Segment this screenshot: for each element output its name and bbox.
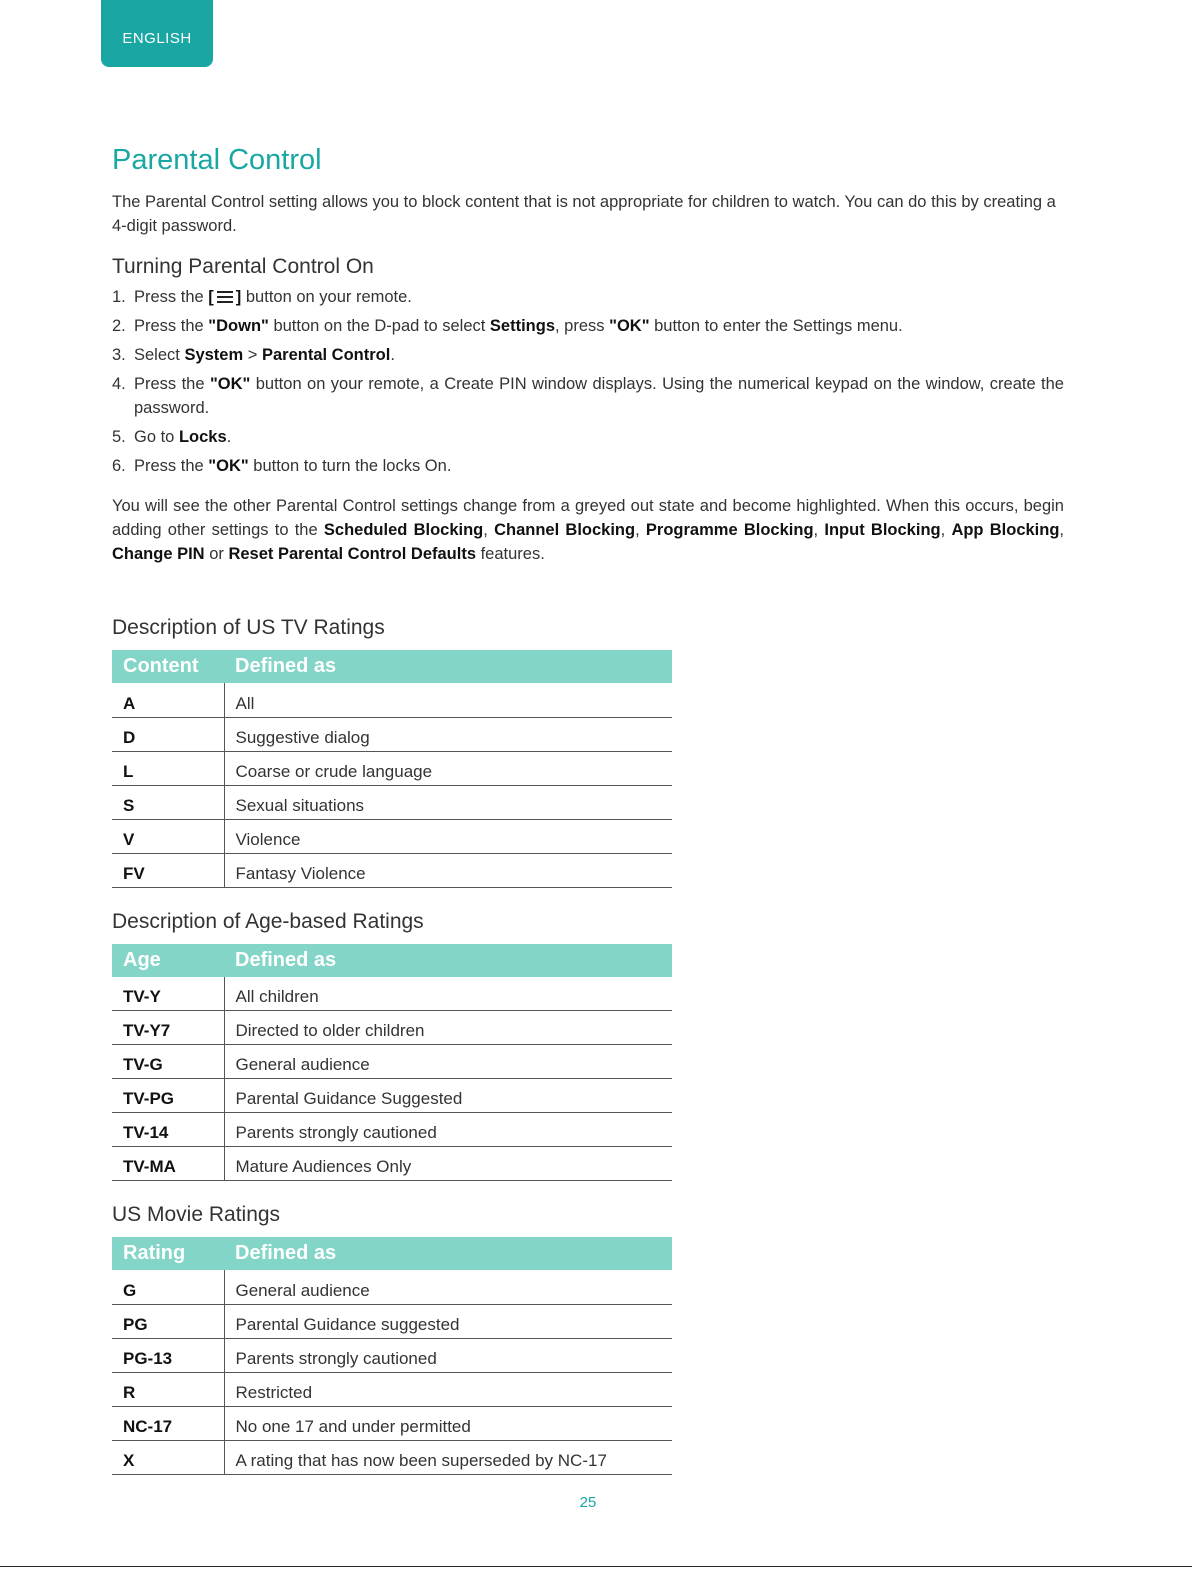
rating-code: PG bbox=[112, 1304, 224, 1338]
rating-definition: No one 17 and under permitted bbox=[224, 1406, 672, 1440]
language-tab: ENGLISH bbox=[101, 0, 213, 67]
table-header-row bbox=[112, 1237, 672, 1270]
turning-on-heading: Turning Parental Control On bbox=[112, 255, 374, 278]
table-row bbox=[112, 1406, 672, 1440]
step-number: 3. bbox=[112, 346, 126, 364]
rating-code: TV-Y7 bbox=[112, 1011, 224, 1045]
step-number: 1. bbox=[112, 288, 126, 306]
intro-paragraph: The Parental Control setting allows you to block content that is not appropriate for children to watch. You can do this by creating a 4-digit password. bbox=[112, 193, 1056, 235]
rating-definition: Restricted bbox=[224, 1372, 672, 1406]
bottom-divider bbox=[0, 1566, 1192, 1567]
rating-code: PG-13 bbox=[112, 1338, 224, 1372]
menu-icon bbox=[217, 291, 233, 303]
column-header: Age bbox=[112, 944, 224, 977]
table-row bbox=[112, 1304, 672, 1338]
step-2: 2. Press the "Down" button on the D-pad to select Settings, press "OK" button to enter the Settings menu. bbox=[112, 314, 1064, 338]
rating-code: TV-14 bbox=[112, 1113, 224, 1147]
table-row bbox=[112, 1440, 672, 1474]
us-tv-ratings-heading: Description of US TV Ratings bbox=[112, 616, 385, 639]
rating-code: S bbox=[112, 785, 224, 819]
table-row bbox=[112, 1147, 672, 1181]
column-header: Defined as bbox=[224, 1237, 672, 1270]
column-header: Defined as bbox=[224, 944, 672, 977]
step-4: 4. Press the "OK" button on your remote, a Create PIN window displays. Using the numerical keypad on the window, create the password. bbox=[112, 372, 1064, 420]
step-number: 5. bbox=[112, 428, 126, 446]
rating-definition: Fantasy Violence bbox=[224, 853, 672, 887]
rating-definition: All children bbox=[224, 977, 672, 1011]
rating-definition: Parents strongly cautioned bbox=[224, 1338, 672, 1372]
rating-definition: Directed to older children bbox=[224, 1011, 672, 1045]
rating-definition: A rating that has now been superseded by NC-17 bbox=[224, 1440, 672, 1474]
page-title: Parental Control bbox=[112, 144, 322, 176]
table-row bbox=[112, 853, 672, 887]
rating-code: G bbox=[112, 1270, 224, 1304]
rating-definition: Parental Guidance Suggested bbox=[224, 1079, 672, 1113]
table-row bbox=[112, 1372, 672, 1406]
steps-list bbox=[112, 285, 1064, 478]
table-header-row bbox=[112, 650, 672, 683]
rating-code: TV-Y bbox=[112, 977, 224, 1011]
table-row bbox=[112, 977, 672, 1011]
rating-definition: General audience bbox=[224, 1270, 672, 1304]
table-row bbox=[112, 1338, 672, 1372]
us-movie-ratings-heading: US Movie Ratings bbox=[112, 1203, 281, 1226]
rating-code: TV-MA bbox=[112, 1147, 224, 1181]
rating-definition: Sexual situations bbox=[224, 785, 672, 819]
rating-definition: Suggestive dialog bbox=[224, 717, 672, 751]
table-row bbox=[112, 683, 672, 717]
rating-definition: Mature Audiences Only bbox=[224, 1147, 672, 1181]
rating-code: NC-17 bbox=[112, 1406, 224, 1440]
rating-definition: Coarse or crude language bbox=[224, 751, 672, 785]
rating-definition: Parents strongly cautioned bbox=[224, 1113, 672, 1147]
rating-code: D bbox=[112, 717, 224, 751]
table-row bbox=[112, 751, 672, 785]
rating-definition: Violence bbox=[224, 819, 672, 853]
us-movie-ratings-table bbox=[112, 1237, 672, 1475]
step-number: 6. bbox=[112, 457, 126, 475]
column-header: Content bbox=[112, 650, 224, 683]
rating-code: V bbox=[112, 819, 224, 853]
table-header-row bbox=[112, 944, 672, 977]
us-tv-ratings-table bbox=[112, 650, 672, 888]
rating-code: FV bbox=[112, 853, 224, 887]
step-number: 4. bbox=[112, 375, 126, 393]
table-row bbox=[112, 1045, 672, 1079]
column-header: Defined as bbox=[224, 650, 672, 683]
table-row bbox=[112, 819, 672, 853]
table-row bbox=[112, 1011, 672, 1045]
rating-code: L bbox=[112, 751, 224, 785]
rating-definition: Parental Guidance suggested bbox=[224, 1304, 672, 1338]
rating-code: R bbox=[112, 1372, 224, 1406]
step-6: 6. Press the "OK" button to turn the locks On. bbox=[112, 454, 1064, 478]
age-based-ratings-heading: Description of Age-based Ratings bbox=[112, 909, 424, 933]
page-content bbox=[112, 140, 1064, 1475]
rating-definition: All bbox=[224, 683, 672, 717]
table-row bbox=[112, 1113, 672, 1147]
rating-code: A bbox=[112, 683, 224, 717]
after-paragraph: You will see the other Parental Control settings change from a greyed out state and become highlighted. When this occurs, begin adding other settings to the Scheduled Blocking, Channel Blocking, Programme Blocking, Input Blocking, App Blocking, Change PIN or Reset Parental Control Defaults features. bbox=[112, 497, 1065, 563]
table-row bbox=[112, 785, 672, 819]
column-header: Rating bbox=[112, 1237, 224, 1270]
rating-definition: General audience bbox=[224, 1045, 672, 1079]
rating-code: TV-PG bbox=[112, 1079, 224, 1113]
rating-code: TV-G bbox=[112, 1045, 224, 1079]
step-number: 2. bbox=[112, 317, 126, 335]
table-row bbox=[112, 1270, 672, 1304]
step-3: 3. Select System > Parental Control. bbox=[112, 343, 1064, 367]
page-number: 25 bbox=[579, 1494, 597, 1511]
table-row bbox=[112, 1079, 672, 1113]
age-based-ratings-table bbox=[112, 944, 672, 1182]
table-row bbox=[112, 717, 672, 751]
step-1: 1. Press the [ ] button on your remote. bbox=[112, 285, 1064, 309]
rating-code: X bbox=[112, 1440, 224, 1474]
step-5: 5. Go to Locks. bbox=[112, 425, 1064, 449]
